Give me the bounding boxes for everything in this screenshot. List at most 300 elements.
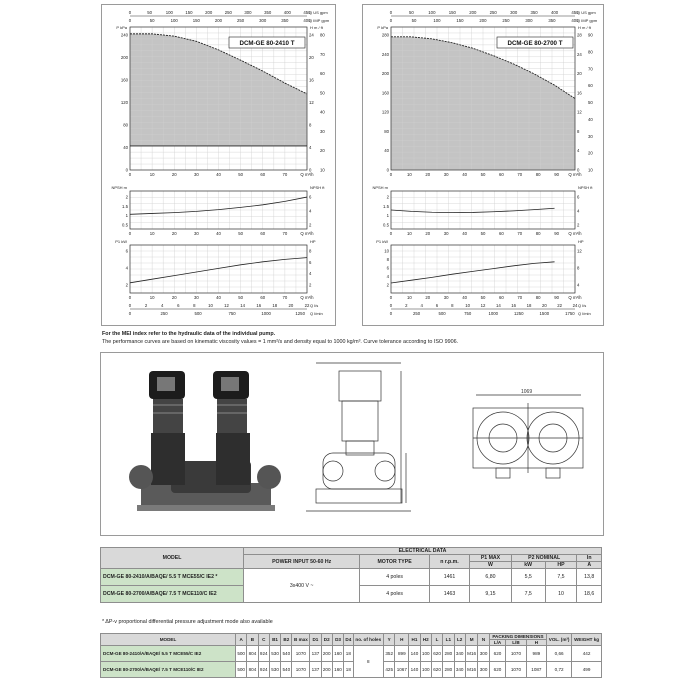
flow-tick: 0 bbox=[128, 231, 132, 236]
flow-tick: 60 bbox=[499, 231, 504, 236]
power-left-label: P1 kW bbox=[115, 239, 127, 244]
head-left-label: P kPa bbox=[116, 25, 127, 30]
electrical-data-table bbox=[100, 547, 602, 603]
dim-col-header: L bbox=[431, 634, 442, 646]
flow-tick: 10 bbox=[407, 231, 412, 236]
bottom-axis-unit: Q l/min bbox=[578, 311, 591, 316]
npsh-left-label: NPSH m bbox=[111, 185, 127, 190]
npsh-right-label: NPSH ft bbox=[578, 185, 593, 190]
top-imp-tick: 400 bbox=[571, 18, 579, 23]
top-us-tick: 200 bbox=[205, 10, 213, 15]
npsh-right-tick: 6 bbox=[577, 194, 580, 200]
table-cell: 7,5 bbox=[545, 569, 577, 586]
power-right-tick: 6 bbox=[309, 259, 312, 265]
dim-col-header: L2 bbox=[454, 634, 465, 646]
top-imp-tick: 150 bbox=[456, 18, 464, 23]
head-left-tick: 120 bbox=[120, 100, 128, 105]
table-cell: M16 bbox=[465, 662, 478, 678]
head-right-tick-m: 0 bbox=[309, 167, 312, 173]
bottom-ls-tick: 8 bbox=[451, 303, 454, 308]
top-imp-tick: 150 bbox=[192, 18, 200, 23]
bottom-lmin-tick: 250 bbox=[412, 311, 421, 316]
table-cell: 500 bbox=[236, 662, 247, 678]
top-us-tick: 450 bbox=[571, 10, 579, 15]
table-row bbox=[101, 646, 602, 662]
head-left-tick: 280 bbox=[381, 32, 389, 38]
p2-header: P2 NOMINAL bbox=[511, 555, 577, 562]
bottom-ls-tick: 2 bbox=[144, 303, 148, 308]
flow-tick: Q m³/h bbox=[300, 231, 314, 236]
flow-tick: Q m³/h bbox=[300, 172, 314, 177]
flow-tick: 10 bbox=[407, 295, 412, 300]
bottom-ls-tick: 4 bbox=[420, 303, 423, 308]
top-us-tick: 300 bbox=[244, 10, 252, 15]
bottom-axis-unit: Q l/min bbox=[310, 311, 323, 316]
head-right-tick-ft: 10 bbox=[588, 167, 593, 173]
bottom-ls-tick: 6 bbox=[435, 303, 439, 308]
bottom-ls-tick: 12 bbox=[480, 303, 486, 308]
head-right-tick-m: 4 bbox=[309, 145, 312, 150]
top-us-tick: 100 bbox=[428, 10, 436, 15]
head-right-tick-m: 8 bbox=[309, 122, 312, 128]
table-cell: 280 bbox=[443, 646, 454, 662]
bottom-lmin-tick: 0 bbox=[128, 311, 132, 316]
head-right-tick-m: 20 bbox=[577, 71, 582, 77]
bottom-lmin-tick: 750 bbox=[228, 311, 236, 316]
packing-sub-header: L/B bbox=[506, 640, 526, 646]
table-cell: 924 bbox=[258, 662, 269, 678]
top-view-drawing bbox=[473, 389, 583, 478]
bottom-ls-tick: 6 bbox=[177, 303, 180, 308]
top-imp-tick: 250 bbox=[237, 18, 245, 23]
bottom-axis-unit: Q l/s bbox=[578, 303, 587, 308]
dim-col-header: C bbox=[258, 634, 269, 646]
npsh-left-label: NPSH m bbox=[372, 185, 388, 190]
power-right-tick: 2 bbox=[309, 282, 312, 288]
svg-text:1069: 1069 bbox=[521, 389, 533, 395]
top-us-tick: 350 bbox=[264, 10, 272, 15]
flow-tick: 30 bbox=[443, 172, 449, 177]
flow-tick: Q m³/h bbox=[568, 295, 582, 300]
flow-tick: 40 bbox=[216, 295, 221, 300]
table-cell: 9,15 bbox=[470, 586, 512, 603]
head-right-tick-ft: 20 bbox=[588, 150, 593, 156]
top-imp-tick: 400 bbox=[303, 18, 311, 23]
bottom-lmin-tick: 250 bbox=[160, 311, 168, 316]
packing-sub-header: H bbox=[526, 640, 546, 646]
head-left-tick: 120 bbox=[381, 109, 389, 115]
flow-tick: 20 bbox=[425, 231, 431, 236]
npsh-left-tick: 1 bbox=[386, 213, 389, 219]
top-imp-tick: 200 bbox=[479, 18, 487, 23]
motor-type-header: MOTOR TYPE bbox=[360, 555, 430, 569]
flow-tick: 50 bbox=[480, 295, 486, 300]
head-right-tick-ft: 30 bbox=[588, 133, 593, 139]
npsh-right-tick: 6 bbox=[309, 194, 312, 200]
head-left-tick: 240 bbox=[381, 51, 389, 57]
flow-tick: 40 bbox=[216, 231, 221, 236]
table-cell: 1070 bbox=[506, 662, 526, 678]
head-right-tick-m: 28 bbox=[577, 32, 582, 38]
bottom-ls-tick: 4 bbox=[160, 303, 164, 308]
dim-col-header: A bbox=[236, 634, 247, 646]
top-imp-tick: 100 bbox=[170, 18, 178, 23]
head-right-tick-m: 20 bbox=[309, 55, 314, 60]
flow-tick: 80 bbox=[535, 295, 541, 300]
in-unit: A bbox=[577, 562, 602, 569]
table-cell: 100 bbox=[420, 662, 431, 678]
flow-tick: 70 bbox=[282, 172, 288, 177]
npsh-left-tick: 1.5 bbox=[122, 203, 128, 209]
table-cell: 0,66 bbox=[547, 646, 572, 662]
top-us-tick: 250 bbox=[224, 10, 232, 15]
head-right-tick-ft: 70 bbox=[588, 66, 593, 72]
flow-tick: 60 bbox=[260, 231, 266, 236]
side-elevation-drawing bbox=[306, 363, 411, 511]
dim-col-header: Y bbox=[384, 634, 395, 646]
power-curve bbox=[391, 262, 555, 283]
head-right-tick-ft: 60 bbox=[588, 83, 593, 89]
flow-tick: 10 bbox=[149, 295, 155, 300]
weight-header: WEIGHT kg bbox=[572, 634, 602, 646]
bottom-ls-tick: 14 bbox=[240, 303, 246, 308]
flow-tick: 50 bbox=[238, 231, 244, 236]
power-right-label: HP bbox=[310, 239, 316, 244]
flow-tick: 40 bbox=[462, 231, 467, 236]
head-left-tick: 160 bbox=[381, 90, 389, 96]
table-cell: 100 bbox=[420, 646, 431, 662]
head-left-tick: 80 bbox=[384, 128, 389, 134]
head-left-tick: 40 bbox=[123, 145, 128, 150]
top-imp-tick: 50 bbox=[149, 18, 155, 23]
top-us-tick: 300 bbox=[510, 10, 518, 15]
packing-header: PACKING DIMENSIONS bbox=[489, 634, 546, 640]
npsh-curve bbox=[391, 208, 555, 212]
dim-col-header: H2 bbox=[420, 634, 431, 646]
head-left-tick: 200 bbox=[120, 55, 128, 60]
table-cell: 540 bbox=[281, 662, 292, 678]
flow-tick: 40 bbox=[216, 172, 221, 177]
head-right-tick-ft: 50 bbox=[320, 90, 325, 96]
table-cell: 620 bbox=[489, 662, 505, 678]
table-cell: 924 bbox=[258, 646, 269, 662]
table-cell: 540 bbox=[281, 646, 292, 662]
flow-tick: 50 bbox=[238, 172, 244, 177]
dim-col-header: D4 bbox=[344, 634, 353, 646]
top-us-tick: 150 bbox=[185, 10, 193, 15]
delta-p-note: * ΔP-v proportional differential pressure adjustment mode also available bbox=[102, 619, 273, 625]
top-imp-tick: 300 bbox=[259, 18, 267, 23]
top-us-tick: 50 bbox=[409, 10, 414, 15]
top-us-tick: 50 bbox=[147, 10, 153, 15]
bottom-lmin-tick: 1500 bbox=[539, 311, 550, 316]
npsh-right-tick: 2 bbox=[577, 222, 580, 228]
bottom-ls-tick: 20 bbox=[541, 303, 547, 308]
table-cell: 1070 bbox=[506, 646, 526, 662]
table-cell: 352 bbox=[384, 646, 395, 662]
head-right-tick-m: 24 bbox=[309, 32, 314, 38]
top-imp-tick: 50 bbox=[411, 18, 417, 23]
bottom-axis-unit: Q l/s bbox=[310, 303, 319, 308]
table-cell: 1067 bbox=[395, 662, 409, 678]
bottom-ls-tick: 10 bbox=[465, 303, 471, 308]
table-cell: 137 bbox=[310, 646, 321, 662]
bottom-lmin-tick: 1000 bbox=[488, 311, 499, 316]
flow-tick: 60 bbox=[260, 172, 266, 177]
bottom-lmin-tick: 750 bbox=[464, 311, 472, 316]
table-row-model: DCM-GE 80-2410/A/BAQE/ 5.5 T MCE55/C IE2 * bbox=[101, 569, 244, 586]
bottom-ls-tick: 20 bbox=[288, 303, 294, 308]
power-left-tick: 10 bbox=[384, 248, 389, 254]
table-cell: 7,5 bbox=[511, 586, 545, 603]
table-cell: 4 poles bbox=[360, 586, 430, 603]
hp-header: HP bbox=[545, 562, 577, 569]
bottom-lmin-tick: 500 bbox=[194, 311, 202, 316]
table-cell: 300 bbox=[478, 662, 489, 678]
bottom-ls-tick: 22 bbox=[304, 303, 310, 308]
power-left-label: P1 kW bbox=[376, 239, 388, 244]
product-drawings bbox=[101, 353, 603, 535]
top-us-tick: 250 bbox=[489, 10, 497, 15]
bottom-ls-tick: 2 bbox=[405, 303, 408, 308]
bottom-ls-tick: 24 bbox=[572, 303, 578, 308]
flow-tick: 30 bbox=[193, 172, 199, 177]
power-right-label: HP bbox=[578, 239, 584, 244]
dim-col-header: N bbox=[478, 634, 489, 646]
table-cell: 804 bbox=[247, 646, 258, 662]
flow-tick: 0 bbox=[389, 231, 393, 236]
top-axis-unit: Q US gpm bbox=[309, 10, 328, 15]
flow-tick: 60 bbox=[260, 295, 266, 300]
head-left-tick: 0 bbox=[386, 167, 389, 173]
table-cell: M16 bbox=[465, 646, 478, 662]
table-cell: 18 bbox=[344, 662, 353, 678]
flow-tick: 20 bbox=[171, 231, 177, 236]
table-cell: 160 bbox=[332, 646, 343, 662]
table-cell: 10 bbox=[545, 586, 577, 603]
table-cell: 620 bbox=[489, 646, 505, 662]
table-cell: 530 bbox=[269, 646, 280, 662]
bottom-lmin-tick: 1000 bbox=[261, 311, 271, 316]
table-cell: 620 bbox=[431, 646, 442, 662]
head-right-label: H m / ft bbox=[310, 25, 323, 30]
performance-chart-80-2410 bbox=[101, 4, 336, 326]
viscosity-note: The performance curves are based on kinematic viscosity values = 1 mm²/s and density equal to 1000 kg/m³. Curve tolerance according to ISO 9906. bbox=[102, 339, 459, 345]
bottom-ls-tick: 14 bbox=[495, 303, 501, 308]
top-imp-tick: 300 bbox=[525, 18, 533, 23]
table-row bbox=[101, 662, 602, 678]
head-left-tick: 40 bbox=[384, 148, 389, 154]
dim-col-header: D1 bbox=[310, 634, 321, 646]
dim-col-header: M bbox=[465, 634, 478, 646]
top-axis-unit: Q IMP gpm bbox=[577, 18, 598, 23]
flow-tick: 30 bbox=[193, 295, 199, 300]
power-input-header: POWER INPUT 50-60 Hz bbox=[244, 555, 360, 569]
table-cell: 6,80 bbox=[470, 569, 512, 586]
p1max-unit: W bbox=[470, 562, 512, 569]
flow-tick: 80 bbox=[535, 172, 541, 177]
table-cell: 1070 bbox=[292, 646, 310, 662]
power-right-tick: 8 bbox=[577, 265, 580, 271]
table-cell: 280 bbox=[443, 662, 454, 678]
flow-tick: 20 bbox=[425, 172, 431, 177]
mei-note: For the MEI index refer to the hydraulic data of the individual pump. bbox=[102, 331, 276, 337]
table-cell: 1463 bbox=[429, 586, 469, 603]
flow-tick: 30 bbox=[443, 295, 449, 300]
top-us-tick: 450 bbox=[303, 10, 311, 15]
table-cell: 620 bbox=[431, 662, 442, 678]
head-right-tick-m: 16 bbox=[309, 77, 314, 83]
table-cell: 4 poles bbox=[360, 569, 430, 586]
bottom-ls-tick: 16 bbox=[511, 303, 517, 308]
head-left-tick: 200 bbox=[381, 71, 389, 77]
flow-tick: 70 bbox=[517, 172, 523, 177]
table-cell: 499 bbox=[572, 662, 602, 678]
power-left-tick: 4 bbox=[386, 274, 389, 279]
head-right-tick-ft: 60 bbox=[320, 71, 325, 77]
head-right-tick-m: 24 bbox=[577, 51, 582, 57]
dim-row-model: DCM-GE 80-2700/A/BAQE/ 7.5 T MCE110/C IE2 bbox=[101, 662, 236, 678]
product-drawings-panel bbox=[100, 352, 604, 536]
head-right-tick-m: 4 bbox=[577, 148, 580, 154]
top-us-tick: 400 bbox=[283, 10, 291, 15]
table-cell: 804 bbox=[247, 662, 258, 678]
flow-tick: 50 bbox=[238, 295, 244, 300]
vol-header: VOL. (m³) bbox=[547, 634, 572, 646]
top-imp-tick: 200 bbox=[214, 18, 223, 23]
npsh-left-tick: 1.5 bbox=[383, 203, 389, 209]
power-left-tick: 2 bbox=[386, 282, 389, 288]
top-us-tick: 200 bbox=[469, 10, 477, 15]
table-cell: 500 bbox=[236, 646, 247, 662]
top-us-tick: 350 bbox=[530, 10, 538, 15]
flow-tick: 50 bbox=[480, 231, 486, 236]
head-right-tick-m: 12 bbox=[577, 109, 582, 115]
bottom-ls-tick: 18 bbox=[272, 303, 278, 308]
table-cell: 13,8 bbox=[577, 569, 602, 586]
head-right-label: H m / ft bbox=[578, 25, 591, 30]
table-cell: 1461 bbox=[429, 569, 469, 586]
table-row-model: DCM-GE 80-2700/A/BAQE/ 7.5 T MCE110/C IE2 bbox=[101, 586, 244, 603]
p1max-header: P1 MAX bbox=[470, 555, 512, 562]
table-cell: 530 bbox=[269, 662, 280, 678]
head-left-tick: 160 bbox=[120, 77, 128, 83]
bottom-ls-tick: 12 bbox=[224, 303, 229, 308]
top-imp-tick: 250 bbox=[502, 18, 510, 23]
head-right-tick-ft: 40 bbox=[588, 116, 593, 122]
chart-80-2700-svg bbox=[363, 5, 603, 325]
electrical-group-header: ELECTRICAL DATA bbox=[244, 548, 602, 555]
flow-tick: 60 bbox=[499, 172, 504, 177]
flow-tick: 0 bbox=[128, 172, 132, 177]
flow-tick: 30 bbox=[193, 231, 199, 236]
npsh-right-tick: 4 bbox=[309, 208, 312, 214]
kw-header: kW bbox=[511, 562, 545, 569]
table-cell: 137 bbox=[310, 662, 321, 678]
top-us-tick: 0 bbox=[389, 10, 393, 15]
bottom-ls-tick: 16 bbox=[256, 303, 262, 308]
head-left-tick: 240 bbox=[120, 32, 128, 38]
flow-tick: 10 bbox=[407, 172, 412, 177]
npsh-left-tick: 2 bbox=[386, 194, 389, 200]
holes-cell: 8 bbox=[353, 646, 383, 678]
npsh-right-label: NPSH ft bbox=[310, 185, 325, 190]
flow-tick: 90 bbox=[554, 295, 559, 300]
flow-tick: 50 bbox=[480, 172, 486, 177]
npsh-left-tick: 0.5 bbox=[122, 222, 128, 228]
flow-tick: Q m³/h bbox=[300, 295, 314, 300]
top-imp-tick: 350 bbox=[548, 18, 556, 23]
power-right-tick: 4 bbox=[309, 271, 312, 277]
table-cell: 160 bbox=[332, 662, 343, 678]
bottom-lmin-tick: 1250 bbox=[295, 311, 305, 316]
flow-tick: 70 bbox=[282, 295, 288, 300]
top-imp-tick: 0 bbox=[389, 18, 393, 23]
dim-col-header: B2 bbox=[281, 634, 292, 646]
flow-tick: 0 bbox=[128, 295, 132, 300]
flow-tick: 80 bbox=[535, 231, 541, 236]
head-right-tick-m: 16 bbox=[577, 90, 582, 96]
top-imp-tick: 100 bbox=[433, 18, 441, 23]
rpm-header: n r.p.m. bbox=[429, 555, 469, 569]
dim-col-header: D2 bbox=[321, 634, 332, 646]
top-us-tick: 400 bbox=[550, 10, 559, 15]
flow-tick: Q m³/h bbox=[568, 172, 582, 177]
chart-80-2410-svg bbox=[102, 5, 335, 325]
dim-col-header: B bbox=[247, 634, 258, 646]
head-left-label: P kPa bbox=[377, 25, 388, 30]
bottom-ls-tick: 22 bbox=[557, 303, 563, 308]
table-cell: 140 bbox=[409, 646, 420, 662]
chart-title: DCM-GE 80-2700 T bbox=[507, 40, 563, 47]
table-cell: 425 bbox=[384, 662, 395, 678]
bottom-lmin-tick: 1750 bbox=[565, 311, 575, 316]
flow-tick: 10 bbox=[149, 172, 155, 177]
table-cell: 200 bbox=[321, 662, 332, 678]
power-left-tick: 2 bbox=[125, 282, 128, 288]
table-cell: 5,5 bbox=[511, 569, 545, 586]
dim-row-model: DCM-GE 80-2410/A/BAQE/ 5.5 T MCE55/C IE2 bbox=[101, 646, 236, 662]
flow-tick: 40 bbox=[462, 295, 467, 300]
in-header: In bbox=[577, 555, 602, 562]
head-right-tick-ft: 80 bbox=[588, 49, 593, 55]
table-cell: 300 bbox=[478, 646, 489, 662]
npsh-right-tick: 4 bbox=[577, 208, 580, 214]
bottom-ls-tick: 0 bbox=[389, 303, 393, 308]
chart-title: DCM-GE 80-2410 T bbox=[239, 40, 295, 47]
flow-tick: 20 bbox=[171, 295, 177, 300]
dim-col-header: H bbox=[395, 634, 409, 646]
flow-tick: 30 bbox=[443, 231, 449, 236]
bottom-ls-tick: 18 bbox=[526, 303, 532, 308]
power-left-tick: 8 bbox=[386, 257, 389, 262]
flow-tick: 90 bbox=[554, 231, 559, 236]
twin-pump-photo bbox=[129, 371, 281, 511]
head-right-tick-ft: 70 bbox=[320, 51, 325, 57]
top-imp-tick: 350 bbox=[281, 18, 289, 23]
flow-tick: 70 bbox=[517, 295, 523, 300]
flow-tick: 10 bbox=[149, 231, 155, 236]
flow-tick: 20 bbox=[171, 172, 177, 177]
table-cell: 200 bbox=[321, 646, 332, 662]
head-right-tick-ft: 90 bbox=[588, 32, 593, 38]
flow-tick: 70 bbox=[282, 231, 288, 236]
top-us-tick: 0 bbox=[128, 10, 132, 15]
head-right-tick-ft: 50 bbox=[588, 100, 593, 105]
table-cell: 340 bbox=[454, 662, 465, 678]
table-cell: 1087 bbox=[526, 662, 546, 678]
table-cell: 1070 bbox=[292, 662, 310, 678]
